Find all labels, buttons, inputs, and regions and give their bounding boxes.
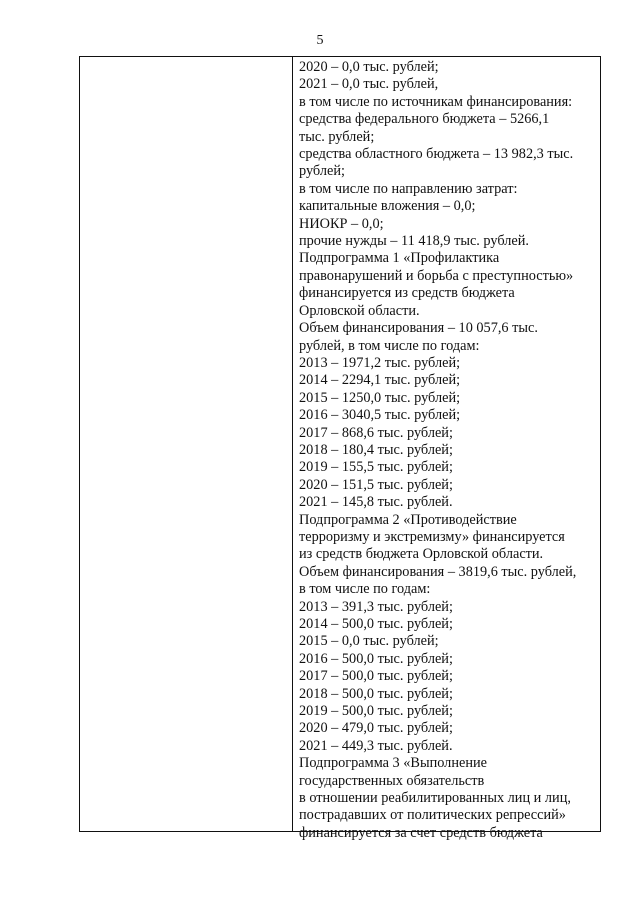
text-line: Орловской области. — [299, 302, 420, 319]
text-line: государственных обязательств — [299, 772, 485, 789]
text-line: 2019 – 500,0 тыс. рублей; — [299, 703, 453, 720]
text-line: в том числе по источникам финансирования: — [299, 93, 573, 110]
text-line: средства федерального бюджета – 5266,1 — [299, 111, 550, 128]
text-line: в том числе по направлению затрат: — [299, 180, 518, 197]
text-line: 2017 – 500,0 тыс. рублей; — [299, 668, 453, 685]
text-line: 2016 – 3040,5 тыс. рублей; — [299, 407, 461, 424]
text-line: тыс. рублей; — [299, 128, 375, 145]
text-line: 2013 – 1971,2 тыс. рублей; — [299, 354, 461, 371]
text-line: 2016 – 500,0 тыс. рублей; — [299, 650, 453, 667]
text-line: 2021 – 0,0 тыс. рублей, — [299, 76, 439, 93]
text-line: средства областного бюджета – 13 982,3 тыс. — [299, 146, 574, 163]
text-line: финансируется из средств бюджета — [299, 285, 515, 302]
text-line: в том числе по годам: — [299, 581, 431, 598]
text-line: Подпрограмма 2 «Противодействие — [299, 511, 517, 528]
text-line: терроризму и экстремизму» финансируется — [299, 528, 565, 545]
table-left-cell — [80, 57, 293, 831]
text-line: 2014 – 500,0 тыс. рублей; — [299, 616, 453, 632]
text-line: 2021 – 145,8 тыс. рублей. — [299, 494, 453, 511]
text-line: НИОКР – 0,0; — [299, 215, 384, 232]
text-line: Подпрограмма 3 «Выполнение — [299, 755, 487, 772]
text-line: 2021 – 449,3 тыс. рублей. — [299, 737, 453, 754]
text-line: 2013 – 391,3 тыс. рублей; — [299, 598, 453, 615]
text-line: 2018 – 500,0 тыс. рублей; — [299, 685, 453, 702]
page-number: 5 — [316, 33, 324, 48]
text-line: Объем финансирования – 3819,6 тыс. рублей, — [299, 563, 577, 580]
text-line: 2018 – 180,4 тыс. рублей; — [299, 441, 453, 458]
text-line: прочие нужды – 11 418,9 тыс. рублей. — [299, 233, 529, 250]
text-line: рублей, в том числе по годам: — [299, 337, 480, 354]
text-line: правонарушений и борьба с преступностью» — [299, 267, 574, 284]
financing-table — [79, 56, 601, 841]
text-line: 2020 – 0,0 тыс. рублей; — [299, 59, 439, 75]
text-line: 2019 – 155,5 тыс. рублей; — [299, 459, 453, 476]
table-right-cell — [293, 57, 600, 841]
text-line: 2020 – 151,5 тыс. рублей; — [299, 476, 453, 493]
text-line: 2015 – 0,0 тыс. рублей; — [299, 633, 439, 650]
text-line: пострадавших от политических репрессий» — [299, 807, 566, 824]
text-line: рублей; — [299, 163, 345, 180]
text-line: финансируется за счет средств бюджета — [299, 824, 543, 841]
text-line: 2017 – 868,6 тыс. рублей; — [299, 424, 453, 441]
text-line: Объем финансирования – 10 057,6 тыс. — [299, 320, 538, 337]
text-line: Подпрограмма 1 «Профилактика — [299, 250, 500, 267]
text-line: капитальные вложения – 0,0; — [299, 198, 476, 215]
text-line: 2020 – 479,0 тыс. рублей; — [299, 720, 453, 737]
text-line: 2015 – 1250,0 тыс. рублей; — [299, 389, 461, 406]
text-line: из средств бюджета Орловской области. — [299, 546, 544, 563]
text-line: 2014 – 2294,1 тыс. рублей; — [299, 372, 461, 389]
text-line: в отношении реабилитированных лиц и лиц, — [299, 790, 571, 807]
